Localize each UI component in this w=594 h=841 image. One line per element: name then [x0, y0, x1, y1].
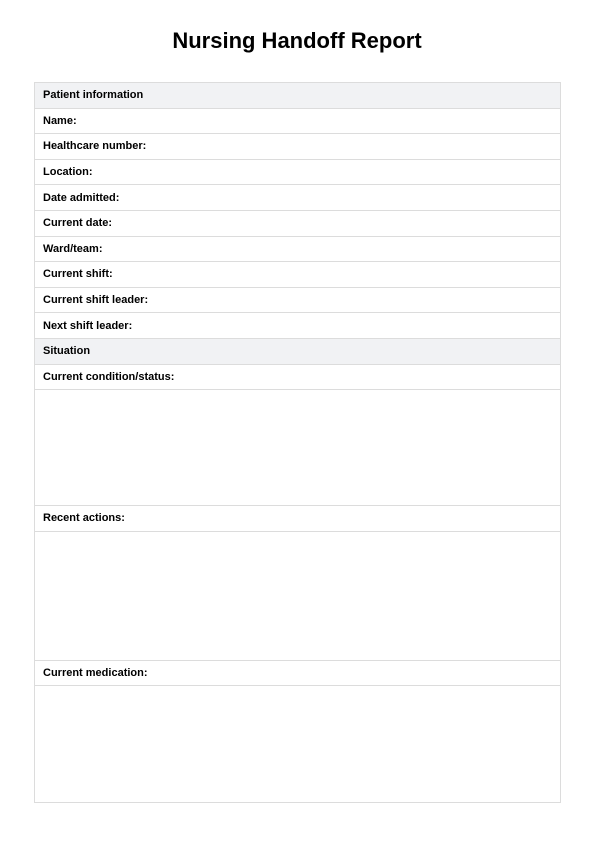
ward-team-label: Ward/team: [43, 242, 103, 255]
recent-actions-label: Recent actions: [43, 512, 125, 525]
location-label: Location: [43, 166, 93, 179]
current-medication-label: Current medication: [43, 667, 148, 680]
section-header-patient-information: Patient information [35, 83, 560, 109]
current-condition-status-label-row [35, 365, 560, 391]
current-shift-leader-label: Current shift leader: [43, 294, 149, 307]
name-label: Name: [43, 114, 77, 127]
name-field[interactable] [35, 109, 560, 135]
current-condition-status-textarea[interactable] [35, 390, 560, 506]
healthcare-number-field[interactable] [35, 134, 560, 160]
current-condition-status-label: Current condition/status: [43, 370, 175, 383]
location-field[interactable] [35, 160, 560, 186]
current-medication-label-row [35, 661, 560, 687]
current-date-label: Current date: [43, 217, 113, 230]
current-medication-textarea[interactable] [35, 686, 560, 802]
date-admitted-label: Date admitted: [43, 191, 120, 204]
recent-actions-textarea[interactable] [35, 532, 560, 661]
current-date-field[interactable] [35, 211, 560, 237]
current-shift-leader-field[interactable] [35, 288, 560, 314]
section-header-situation: Situation [35, 339, 560, 365]
healthcare-number-label: Healthcare number: [43, 140, 147, 153]
current-shift-field[interactable] [35, 262, 560, 288]
current-shift-label: Current shift: [43, 268, 113, 281]
next-shift-leader-field[interactable] [35, 313, 560, 339]
date-admitted-field[interactable] [35, 185, 560, 211]
recent-actions-label-row [35, 506, 560, 532]
ward-team-field[interactable] [35, 237, 560, 263]
page-title: Nursing Handoff Report [172, 28, 422, 53]
handoff-form-table [34, 82, 561, 803]
next-shift-leader-label: Next shift leader: [43, 319, 133, 332]
